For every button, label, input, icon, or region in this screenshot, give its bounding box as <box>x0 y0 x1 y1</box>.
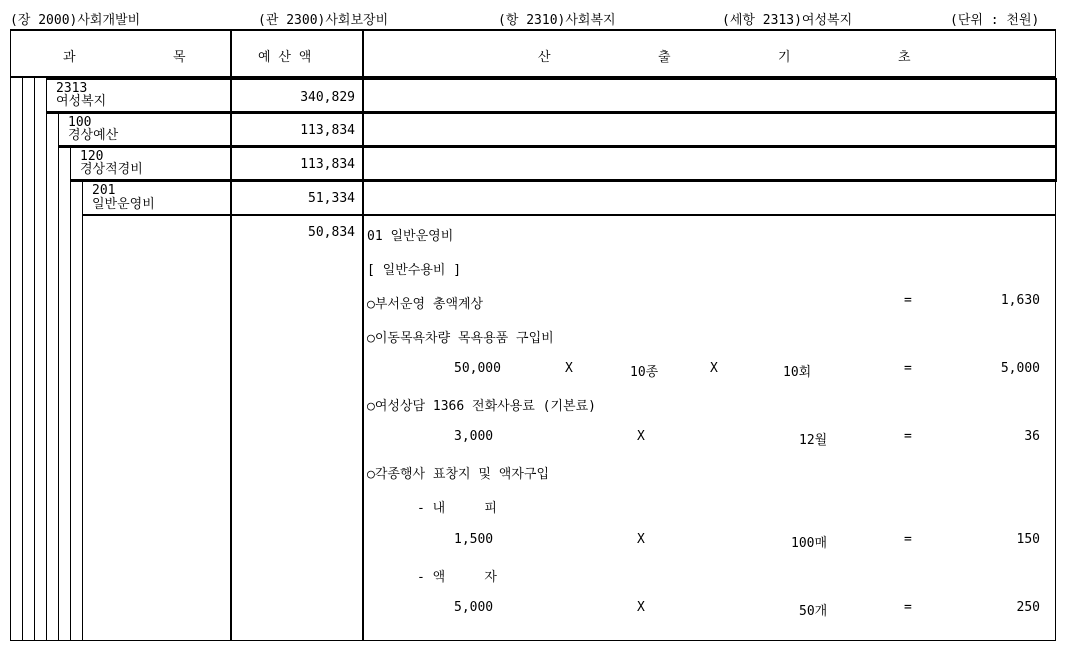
tree-line-4 <box>58 112 59 641</box>
detail-sub: [ 일반수용비 ] <box>367 263 462 278</box>
row1-amount: 340,829 <box>300 90 355 105</box>
row4-bottom <box>82 214 1056 216</box>
sub1-c: 100매 <box>791 536 828 551</box>
col-head-c2: 목 <box>173 50 186 65</box>
col-head-basis-1: 산 <box>538 50 551 65</box>
header-hang: (항 2310)사회복지 <box>498 13 616 28</box>
header-sehang: (세항 2313)여성복지 <box>722 13 853 28</box>
row1-code: 2313 <box>56 81 88 96</box>
detail-amount: 50,834 <box>308 225 355 240</box>
col-head-basis-3: 기 <box>778 50 791 65</box>
sub2-x: X <box>637 600 645 615</box>
table-bottom-border <box>10 640 1056 641</box>
item2-val: 5,000 <box>1000 361 1040 376</box>
table-right-border-head <box>1055 29 1056 78</box>
col-head-budget: 예 산 액 <box>258 50 312 65</box>
table-top-border <box>10 29 1056 31</box>
sub2-c: 50개 <box>799 604 828 619</box>
item3-a: 3,000 <box>454 429 494 444</box>
row3-right <box>1055 146 1057 182</box>
item1-eq: = <box>904 293 912 308</box>
sub2-eq: = <box>904 600 912 615</box>
sub1-x: X <box>637 532 645 547</box>
item2-label: ○이동목욕차량 목욕용품 구입비 <box>367 331 554 346</box>
item2-c: 10회 <box>783 365 812 380</box>
row2-name: 경상예산 <box>68 128 119 143</box>
sub2-val: 250 <box>1016 600 1040 615</box>
col-head-basis-2: 출 <box>658 50 671 65</box>
row3-code: 120 <box>80 149 104 164</box>
tree-line-3 <box>46 78 47 641</box>
col-divider-2 <box>362 29 364 641</box>
header-unit: (단위 : 천원) <box>950 13 1040 28</box>
item2-x1: X <box>565 361 573 376</box>
row1-bottom <box>46 111 1056 114</box>
sub2-a: 5,000 <box>454 600 494 615</box>
detail-title: 01 일반운영비 <box>367 229 454 244</box>
sub1-a: 1,500 <box>454 532 494 547</box>
row3-bottom <box>70 179 1056 182</box>
row2-amount: 113,834 <box>300 123 355 138</box>
col-head-basis-4: 초 <box>898 50 911 65</box>
row1-top <box>46 78 1056 80</box>
item1-label: ○부서운영 총액계상 <box>367 297 484 312</box>
tree-line-5 <box>70 146 71 641</box>
header-gwan: (관 2300)사회보장비 <box>258 13 389 28</box>
item4-label: ○각종행사 표창지 및 액자구입 <box>367 467 550 482</box>
row3-amount: 113,834 <box>300 157 355 172</box>
row3-name: 경상적경비 <box>80 162 143 177</box>
col-divider-1 <box>230 29 232 641</box>
tree-line-6 <box>82 180 83 641</box>
item1-val: 1,630 <box>1000 293 1040 308</box>
table-left-border <box>10 29 11 78</box>
col-head-c1: 과 <box>63 50 76 65</box>
item3-x: X <box>637 429 645 444</box>
item3-val: 36 <box>1024 429 1040 444</box>
item3-label: ○여성상담 1366 전화사용료 (기본료) <box>367 399 596 414</box>
tree-line-1 <box>22 78 23 641</box>
sub2-label: - 액 자 <box>417 570 497 585</box>
row4-code: 201 <box>92 183 116 198</box>
table-right-border <box>1055 180 1056 641</box>
item2-x2: X <box>710 361 718 376</box>
row4-amount: 51,334 <box>308 191 355 206</box>
row2-code: 100 <box>68 115 92 130</box>
sub1-val: 150 <box>1016 532 1040 547</box>
sub1-eq: = <box>904 532 912 547</box>
row1-name: 여성복지 <box>56 94 107 109</box>
item2-a: 50,000 <box>454 361 501 376</box>
row2-right <box>1055 112 1057 148</box>
table-left-border-body <box>10 78 11 641</box>
header-jang: (장 2000)사회개발비 <box>10 13 141 28</box>
item3-eq: = <box>904 429 912 444</box>
item3-c: 12월 <box>799 433 828 448</box>
item2-b: 10종 <box>630 365 659 380</box>
sub1-label: - 내 피 <box>417 501 497 516</box>
tree-line-2 <box>34 78 35 641</box>
item2-eq: = <box>904 361 912 376</box>
row4-name: 일반운영비 <box>92 197 155 212</box>
row2-bottom <box>58 145 1056 148</box>
row1-right <box>1055 78 1057 114</box>
